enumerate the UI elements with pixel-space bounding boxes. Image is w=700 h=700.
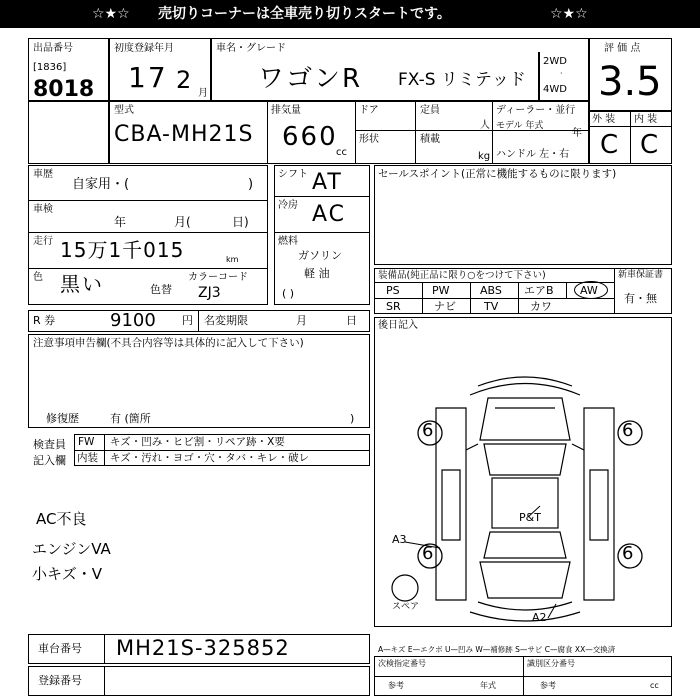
ac-value: AC: [312, 202, 347, 227]
interior-label: 内 装: [634, 114, 658, 125]
lot-label: 出品番号: [33, 43, 73, 54]
mileage-value: 15万1千015: [60, 238, 185, 262]
hand-note-2: エンジンVA: [32, 540, 111, 558]
load-label: 積載: [420, 134, 440, 145]
spare-tire-circle: [392, 575, 418, 601]
banner-stars-right: ☆★☆: [550, 6, 588, 22]
damage-legend: A—キズ E—エクボ U—凹み W—補修跡 S—サビ C—腐食 XX—交換済: [378, 645, 616, 654]
dealer-label: ディーラー・並行: [496, 105, 576, 116]
first-reg-year: 17: [128, 61, 168, 94]
fw-label: FW: [78, 436, 95, 448]
chassis-label: 車台番号: [38, 642, 82, 655]
fuel-label: 燃料: [278, 236, 298, 247]
fw-items: キズ・凹み・ヒビ割・リペア跡・X要: [110, 436, 285, 448]
lot-number: 8018: [33, 77, 95, 102]
year-unit: 年: [572, 128, 582, 139]
equip-navi: ナビ: [434, 300, 456, 313]
equip-sr: SR: [386, 300, 401, 313]
door-label: ドア: [359, 105, 379, 116]
color-code-label: カラーコード: [188, 272, 248, 283]
history-value: 自家用・(: [72, 177, 130, 192]
footer-dr: 年式: [480, 681, 496, 690]
wheel-mark-rr: 6: [622, 543, 634, 564]
displacement-label: 排気量: [271, 105, 301, 116]
inspector-label: 検査員 記入欄: [33, 438, 66, 467]
inspection-year-unit: 年: [114, 215, 127, 229]
footer-2: 識別区分番号: [527, 659, 575, 668]
drive-4wd: 4WD: [543, 84, 567, 95]
title-change-month: 月: [296, 314, 307, 327]
recycle-label: R 券: [33, 314, 56, 327]
equip-tv: TV: [484, 300, 499, 313]
equipment-label: 装備品(純正品に限り○をつけて下さい): [378, 270, 546, 281]
model-value: CBA-MH21S: [114, 122, 254, 147]
ac-label: 冷房: [278, 200, 298, 211]
selling-points-label: セールスポイント(正常に機能するものに限ります): [378, 168, 617, 180]
mileage-label: 走行: [33, 236, 53, 247]
equip-abs: ABS: [480, 284, 502, 297]
fuel-gas: ガソリン: [298, 249, 342, 262]
drive-2wd: 2WD: [543, 56, 567, 67]
wheel-mark-fr: 6: [622, 420, 634, 441]
post-input-label: 後日記入: [378, 320, 418, 331]
shift-value: AT: [312, 170, 343, 195]
interior-items-label: 内装: [77, 452, 98, 464]
history-close: ): [248, 177, 254, 192]
shape-label: 形状: [359, 134, 379, 145]
notes-label: 注意事項申告欄(不具合内容等は具体的に記入して下さい): [33, 337, 304, 349]
yen-unit: 円: [182, 314, 193, 327]
interior-value: C: [640, 130, 661, 160]
equip-airbag: エアB: [524, 284, 554, 297]
inspection-label: 車検: [33, 204, 53, 215]
repair-close: ): [350, 412, 355, 425]
exterior-label: 外 装: [592, 114, 616, 125]
wheel-mark-rl: 6: [422, 543, 434, 564]
cc-unit: cc: [336, 147, 347, 158]
handle-label: ハンドル 左・右: [496, 149, 570, 160]
hand-note-1: AC不良: [36, 510, 87, 528]
fuel-paren: ( ): [282, 287, 295, 300]
repair-label: 修復歴: [46, 412, 79, 425]
new-car-warranty-label: 新車保証書: [618, 270, 664, 280]
exterior-value: C: [600, 130, 621, 160]
mark-roof: P&T: [519, 511, 541, 524]
recycle-value: 9100: [110, 310, 156, 331]
shift-label: シフト: [278, 169, 308, 180]
chassis-value: MH21S-325852: [116, 636, 290, 660]
warranty-value: 有・無: [624, 292, 657, 305]
inspection-month-unit: 月(: [174, 215, 191, 229]
score-label: 評 価 点: [604, 43, 641, 54]
equip-pw: PW: [432, 284, 450, 297]
model-year-label: モデル 年式: [496, 121, 544, 131]
title-change-label: 名変期限: [204, 314, 248, 327]
title-change-day: 日: [346, 314, 357, 327]
footer-ref-2: 参考: [540, 681, 556, 690]
footer-1: 次検指定番号: [378, 659, 426, 668]
mark-a3: A3: [392, 533, 407, 546]
repair-value: 有 (箇所: [110, 412, 151, 425]
kg-unit: kg: [478, 151, 491, 162]
banner-stars-left: ☆★☆: [92, 6, 130, 22]
hand-note-3: 小キズ・V: [32, 565, 102, 583]
equip-leather: カワ: [530, 300, 552, 313]
repaint-label: 色替: [150, 283, 172, 296]
drive-dot: ·: [560, 69, 563, 78]
model-label: 型式: [114, 105, 134, 116]
equip-ps: PS: [386, 284, 400, 297]
spare-label: スペア: [392, 602, 420, 612]
first-reg-month: 2: [176, 66, 194, 94]
wheel-mark-fl: 6: [422, 420, 434, 441]
mark-a2: A2: [532, 611, 547, 624]
inspection-day-unit: 日): [232, 215, 249, 229]
capacity-label: 定員: [420, 105, 440, 116]
displacement-value: 660: [282, 122, 338, 152]
history-label: 車歴: [33, 169, 53, 180]
equip-aw: AW: [580, 284, 598, 297]
name-grade-label: 車名・グレード: [216, 43, 286, 54]
km-unit: km: [226, 255, 239, 264]
interior-items: キズ・汚れ・ヨゴ・穴・タバ・キレ・破レ: [110, 452, 310, 464]
person-unit: 人: [480, 120, 490, 131]
banner-text: 売切りコーナーは全車売り切りスタートです。: [158, 6, 451, 22]
footer-cc: cc: [650, 681, 659, 690]
color-value: 黒い: [60, 272, 104, 296]
car-grade: FX-S リミテッド: [398, 70, 526, 90]
first-reg-label: 初度登録年月: [114, 43, 174, 54]
month-unit: 月: [198, 88, 208, 99]
fuel-diesel: 軽 油: [304, 267, 330, 280]
reg-label: 登録番号: [38, 674, 82, 687]
score-value: 3.5: [598, 59, 662, 105]
color-code-value: ZJ3: [198, 285, 221, 301]
car-name: ワゴンR: [258, 64, 363, 94]
color-label: 色: [33, 272, 43, 283]
lot-sub: [1836]: [33, 62, 67, 73]
footer-ref-1: 参考: [388, 681, 404, 690]
